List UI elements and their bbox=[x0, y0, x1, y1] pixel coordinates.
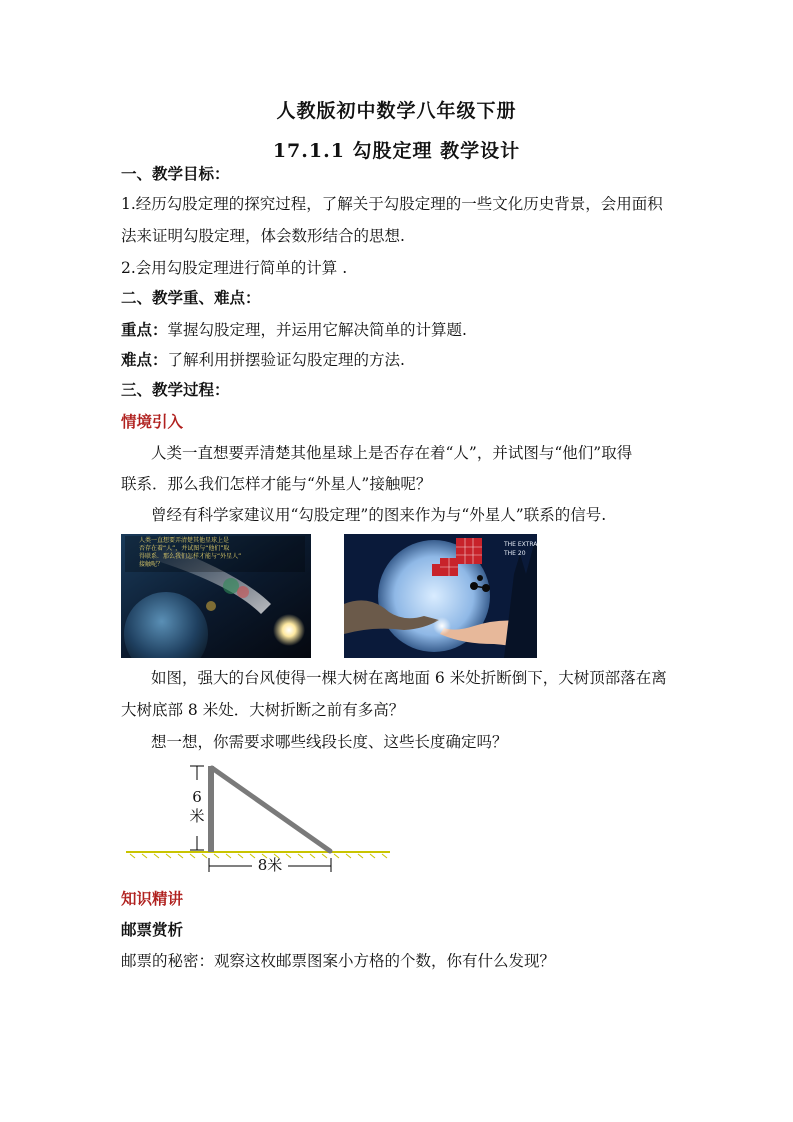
problem-line-2: 大树底部 8 米处．大树折断之前有多高？ bbox=[121, 701, 405, 719]
moon-image-banner bbox=[504, 540, 537, 558]
difficult-point-text: 了解利用拼摆验证勾股定理的方法. bbox=[167, 351, 405, 369]
think-prompt: 想一想，你需要求哪些线段长度、这些长度确定吗？ bbox=[151, 733, 508, 751]
intro-paragraph-line-1: 人类一直想要弄清楚其他星球上是否存在着“人”，并试图与“他们”取得 bbox=[151, 444, 633, 462]
space-caption-line-2: 否存在着“人”，并试图与“他们”取 bbox=[139, 545, 230, 552]
section-heading-goals: 一、教学目标： bbox=[121, 164, 230, 183]
intro-paragraph-2: 曾经有科学家建议用“勾股定理”的图来作为与“外星人”联系的信号. bbox=[151, 506, 607, 524]
problem-line-1: 如图，强大的台风使得一棵大树在离地面 6 米处折断倒下，大树顶部落在离 bbox=[151, 669, 667, 687]
key-point-label: 重点： bbox=[121, 320, 168, 339]
space-image-caption bbox=[139, 537, 241, 569]
section-heading-keypoints: 二、教学重、难点： bbox=[121, 288, 261, 307]
height-unit: 米 bbox=[189, 807, 205, 825]
space-caption-line-3: 得联系．那么我们怎样才能与“外星人” bbox=[139, 553, 242, 560]
height-value: 6 bbox=[192, 788, 202, 806]
space-caption-line-4: 接触呢？ bbox=[139, 561, 164, 568]
broken-tree-figure bbox=[124, 760, 394, 878]
goal-2: 2.会用勾股定理进行简单的计算 . bbox=[121, 259, 348, 277]
base-label: 8米 bbox=[257, 856, 283, 874]
document-title: 人教版初中数学八年级下册 bbox=[276, 100, 517, 122]
difficult-point-label: 难点： bbox=[121, 350, 168, 369]
document-subtitle: 17.1.1 勾股定理 教学设计 bbox=[272, 140, 521, 162]
stamp-heading: 邮票赏析 bbox=[121, 920, 184, 939]
space-image bbox=[121, 534, 311, 658]
intro-paragraph-line-2: 联系．那么我们怎样才能与“外星人”接触呢？ bbox=[121, 475, 432, 493]
knowledge-heading: 知识精讲 bbox=[121, 889, 184, 908]
space-caption-line-1: 人类一直想要弄清楚其他星球上是 bbox=[139, 537, 230, 544]
section-heading-process: 三、教学过程： bbox=[121, 380, 230, 399]
goal-1-line-1: 1.经历勾股定理的探究过程，了解关于勾股定理的一些文化历史背景，会用面积 bbox=[121, 195, 663, 213]
intro-heading: 情境引入 bbox=[121, 412, 184, 431]
moon-image bbox=[344, 534, 537, 658]
moon-banner-line-1: THE EXTRA bbox=[504, 541, 537, 548]
goal-1-line-2: 法来证明勾股定理，体会数形结合的思想. bbox=[121, 227, 405, 245]
height-label bbox=[188, 788, 206, 826]
key-point bbox=[121, 320, 681, 340]
stamp-question: 邮票的秘密：观察这枚邮票图案小方格的个数，你有什么发现？ bbox=[121, 952, 556, 970]
moon-banner-line-2: THE 20 bbox=[504, 550, 526, 557]
difficult-point bbox=[121, 350, 681, 370]
tree-trunk bbox=[208, 766, 214, 852]
fallen-tree-top bbox=[212, 768, 330, 851]
key-point-text: 掌握勾股定理，并运用它解决简单的计算题. bbox=[167, 321, 467, 339]
